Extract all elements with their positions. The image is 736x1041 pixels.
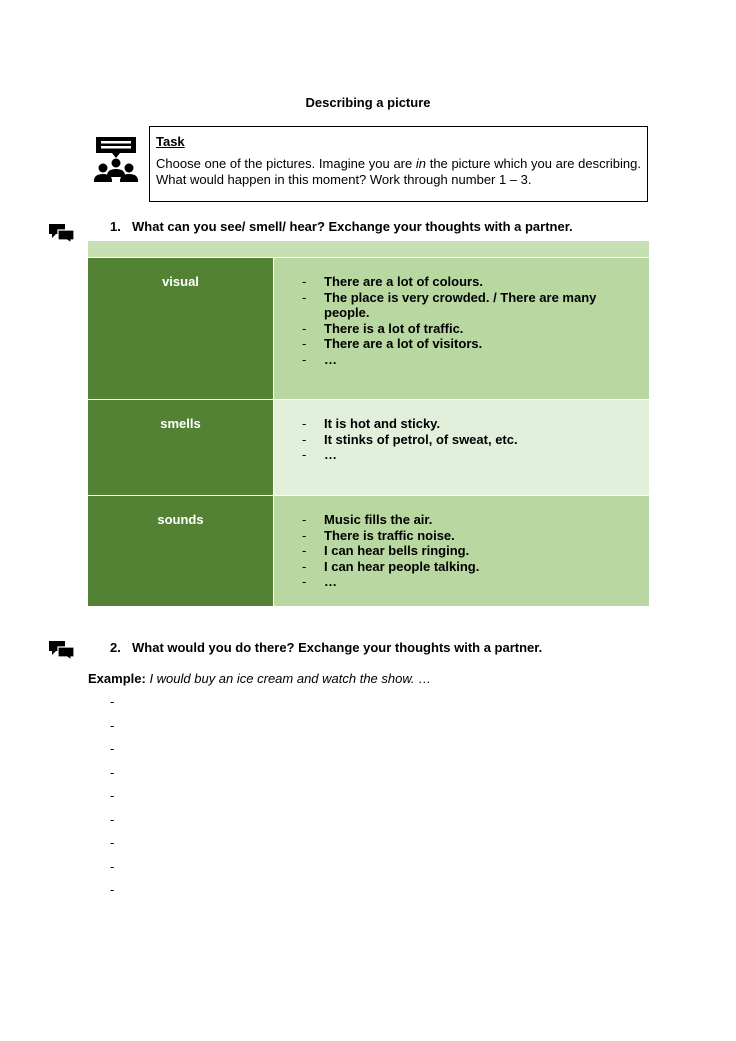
task-box — [149, 126, 648, 202]
task-instructions: Choose one of the pictures. Imagine you are in the picture which you are describing. What would happen in this moment? Work through number 1 – 3. — [156, 156, 641, 187]
row-label-smells: smells — [88, 400, 274, 495]
list-item: - The place is very crowded. / There are many people. — [302, 289, 597, 320]
answer-lines — [110, 694, 114, 906]
answer-line: - — [110, 788, 115, 803]
row-label-visual: visual — [88, 258, 274, 399]
senses-table — [88, 241, 649, 606]
dash-marker: - — [302, 336, 307, 351]
dash-marker: - — [302, 527, 307, 543]
dash-marker: - — [302, 447, 307, 462]
list-item: - … — [302, 351, 337, 367]
question-1: 1. What can you see/ smell/ hear? Exchange your thoughts with a partner. — [110, 219, 573, 234]
dash-marker: - — [302, 351, 307, 367]
group-discussion-icon — [94, 136, 138, 184]
answer-line: - — [110, 717, 115, 733]
dash-marker: - — [302, 431, 307, 447]
list-item: - I can hear people talking. — [302, 558, 480, 574]
dash-marker: - — [302, 320, 307, 336]
answer-line: - — [110, 694, 115, 709]
dash-marker: - — [302, 289, 307, 305]
list-item: - I can hear bells ringing. — [302, 543, 470, 558]
dash-marker: - — [302, 512, 307, 527]
answer-line: - — [110, 858, 115, 874]
answer-line: - — [110, 811, 115, 827]
list-item: - … — [302, 574, 337, 589]
list-item: - It stinks of petrol, of sweat, etc. — [302, 431, 518, 447]
list-item: - There is traffic noise. — [302, 527, 455, 543]
answer-line: - — [110, 741, 115, 756]
dash-marker: - — [302, 543, 307, 558]
table-row — [88, 495, 649, 606]
table-row — [88, 257, 649, 399]
dash-marker: - — [302, 558, 307, 574]
list-item: - There is a lot of traffic. — [302, 320, 464, 336]
list-item: - Music fills the air. — [302, 512, 433, 527]
speech-bubbles-icon — [48, 640, 75, 660]
example-line: Example: I would buy an ice cream and watch the show. … — [88, 671, 432, 686]
dash-marker: - — [302, 274, 307, 289]
row-label-sounds: sounds — [88, 496, 274, 606]
task-heading: Task — [156, 134, 185, 149]
dash-marker: - — [302, 574, 307, 589]
answer-line: - — [110, 882, 115, 897]
list-item: - There are a lot of colours. — [302, 274, 483, 289]
dash-marker: - — [302, 416, 307, 431]
table-header-band — [88, 241, 649, 257]
list-item: - It is hot and sticky. — [302, 416, 441, 431]
answer-line: - — [110, 764, 115, 780]
list-item: - … — [302, 447, 337, 462]
page-title: Describing a picture — [305, 95, 431, 110]
list-item: - There are a lot of visitors. — [302, 336, 483, 351]
question-2: 2. What would you do there? Exchange your thoughts with a partner. — [110, 640, 543, 655]
answer-line: - — [110, 835, 115, 850]
speech-bubbles-icon — [48, 223, 75, 243]
table-row — [88, 399, 649, 495]
